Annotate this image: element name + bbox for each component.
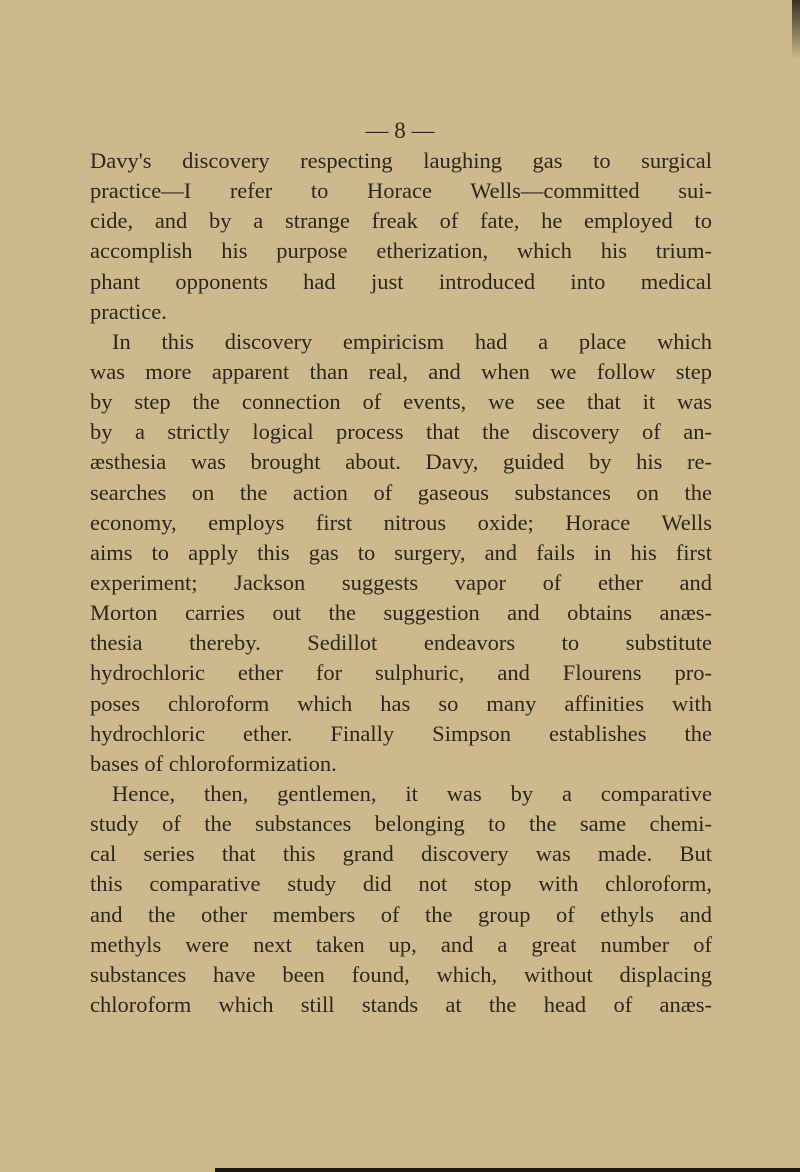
text-line: this comparative study did not stop with chloroform, [90, 871, 712, 897]
scan-edge [215, 1168, 800, 1172]
body-text [90, 146, 712, 1020]
text-line: accomplish his purpose etherization, which his trium- [90, 238, 712, 264]
text-line: Hence, then, gentlemen, it was by a comparative [112, 780, 712, 806]
text-line: substances have been found, which, without displacing [90, 961, 712, 987]
text-line: bases of chloroformization. [90, 750, 337, 776]
text-line: thesia thereby. Sedillot endeavors to substitute [90, 630, 712, 656]
text-line: was more apparent than real, and when we follow step [90, 358, 712, 384]
text-line: experiment; Jackson suggests vapor of ether and [90, 569, 712, 595]
text-line: chloroform which still stands at the head of anæs- [90, 991, 712, 1017]
text-line: economy, employs first nitrous oxide; Horace Wells [90, 509, 712, 535]
text-line: cal series that this grand discovery was made. But [90, 841, 712, 867]
page-number: — 8 — [365, 118, 435, 143]
text-line: Davy's discovery respecting laughing gas to surgical [90, 148, 712, 173]
scan-shadow-corner [792, 0, 800, 60]
text-line: methyls were next taken up, and a great number of [90, 931, 712, 957]
text-line: aims to apply this gas to surgery, and fails in his first [90, 539, 712, 565]
text-line: practice—I refer to Horace Wells—committed sui- [90, 178, 712, 204]
text-line: by a strictly logical process that the discovery of an- [90, 419, 712, 445]
text-line: In this discovery empiricism had a place which [112, 328, 712, 354]
text-line: practice. [90, 298, 167, 324]
text-line: poses chloroform which has so many affinities with [90, 690, 712, 716]
text-line: and the other members of the group of ethyls and [90, 901, 712, 927]
text-line: hydrochloric ether. Finally Simpson establishes the [90, 720, 712, 746]
text-line: Morton carries out the suggestion and obtains anæs- [90, 600, 712, 626]
text-line: hydrochloric ether for sulphuric, and Flourens pro- [90, 660, 712, 686]
text-line: study of the substances belonging to the same chemi- [90, 811, 712, 837]
text-line: æsthesia was brought about. Davy, guided by his re- [90, 449, 712, 475]
text-line: phant opponents had just introduced into medical [90, 268, 712, 294]
text-line: cide, and by a strange freak of fate, he employed to [90, 208, 712, 234]
text-line: by step the connection of events, we see that it was [90, 389, 712, 415]
text-line: searches on the action of gaseous substances on the [90, 479, 712, 505]
